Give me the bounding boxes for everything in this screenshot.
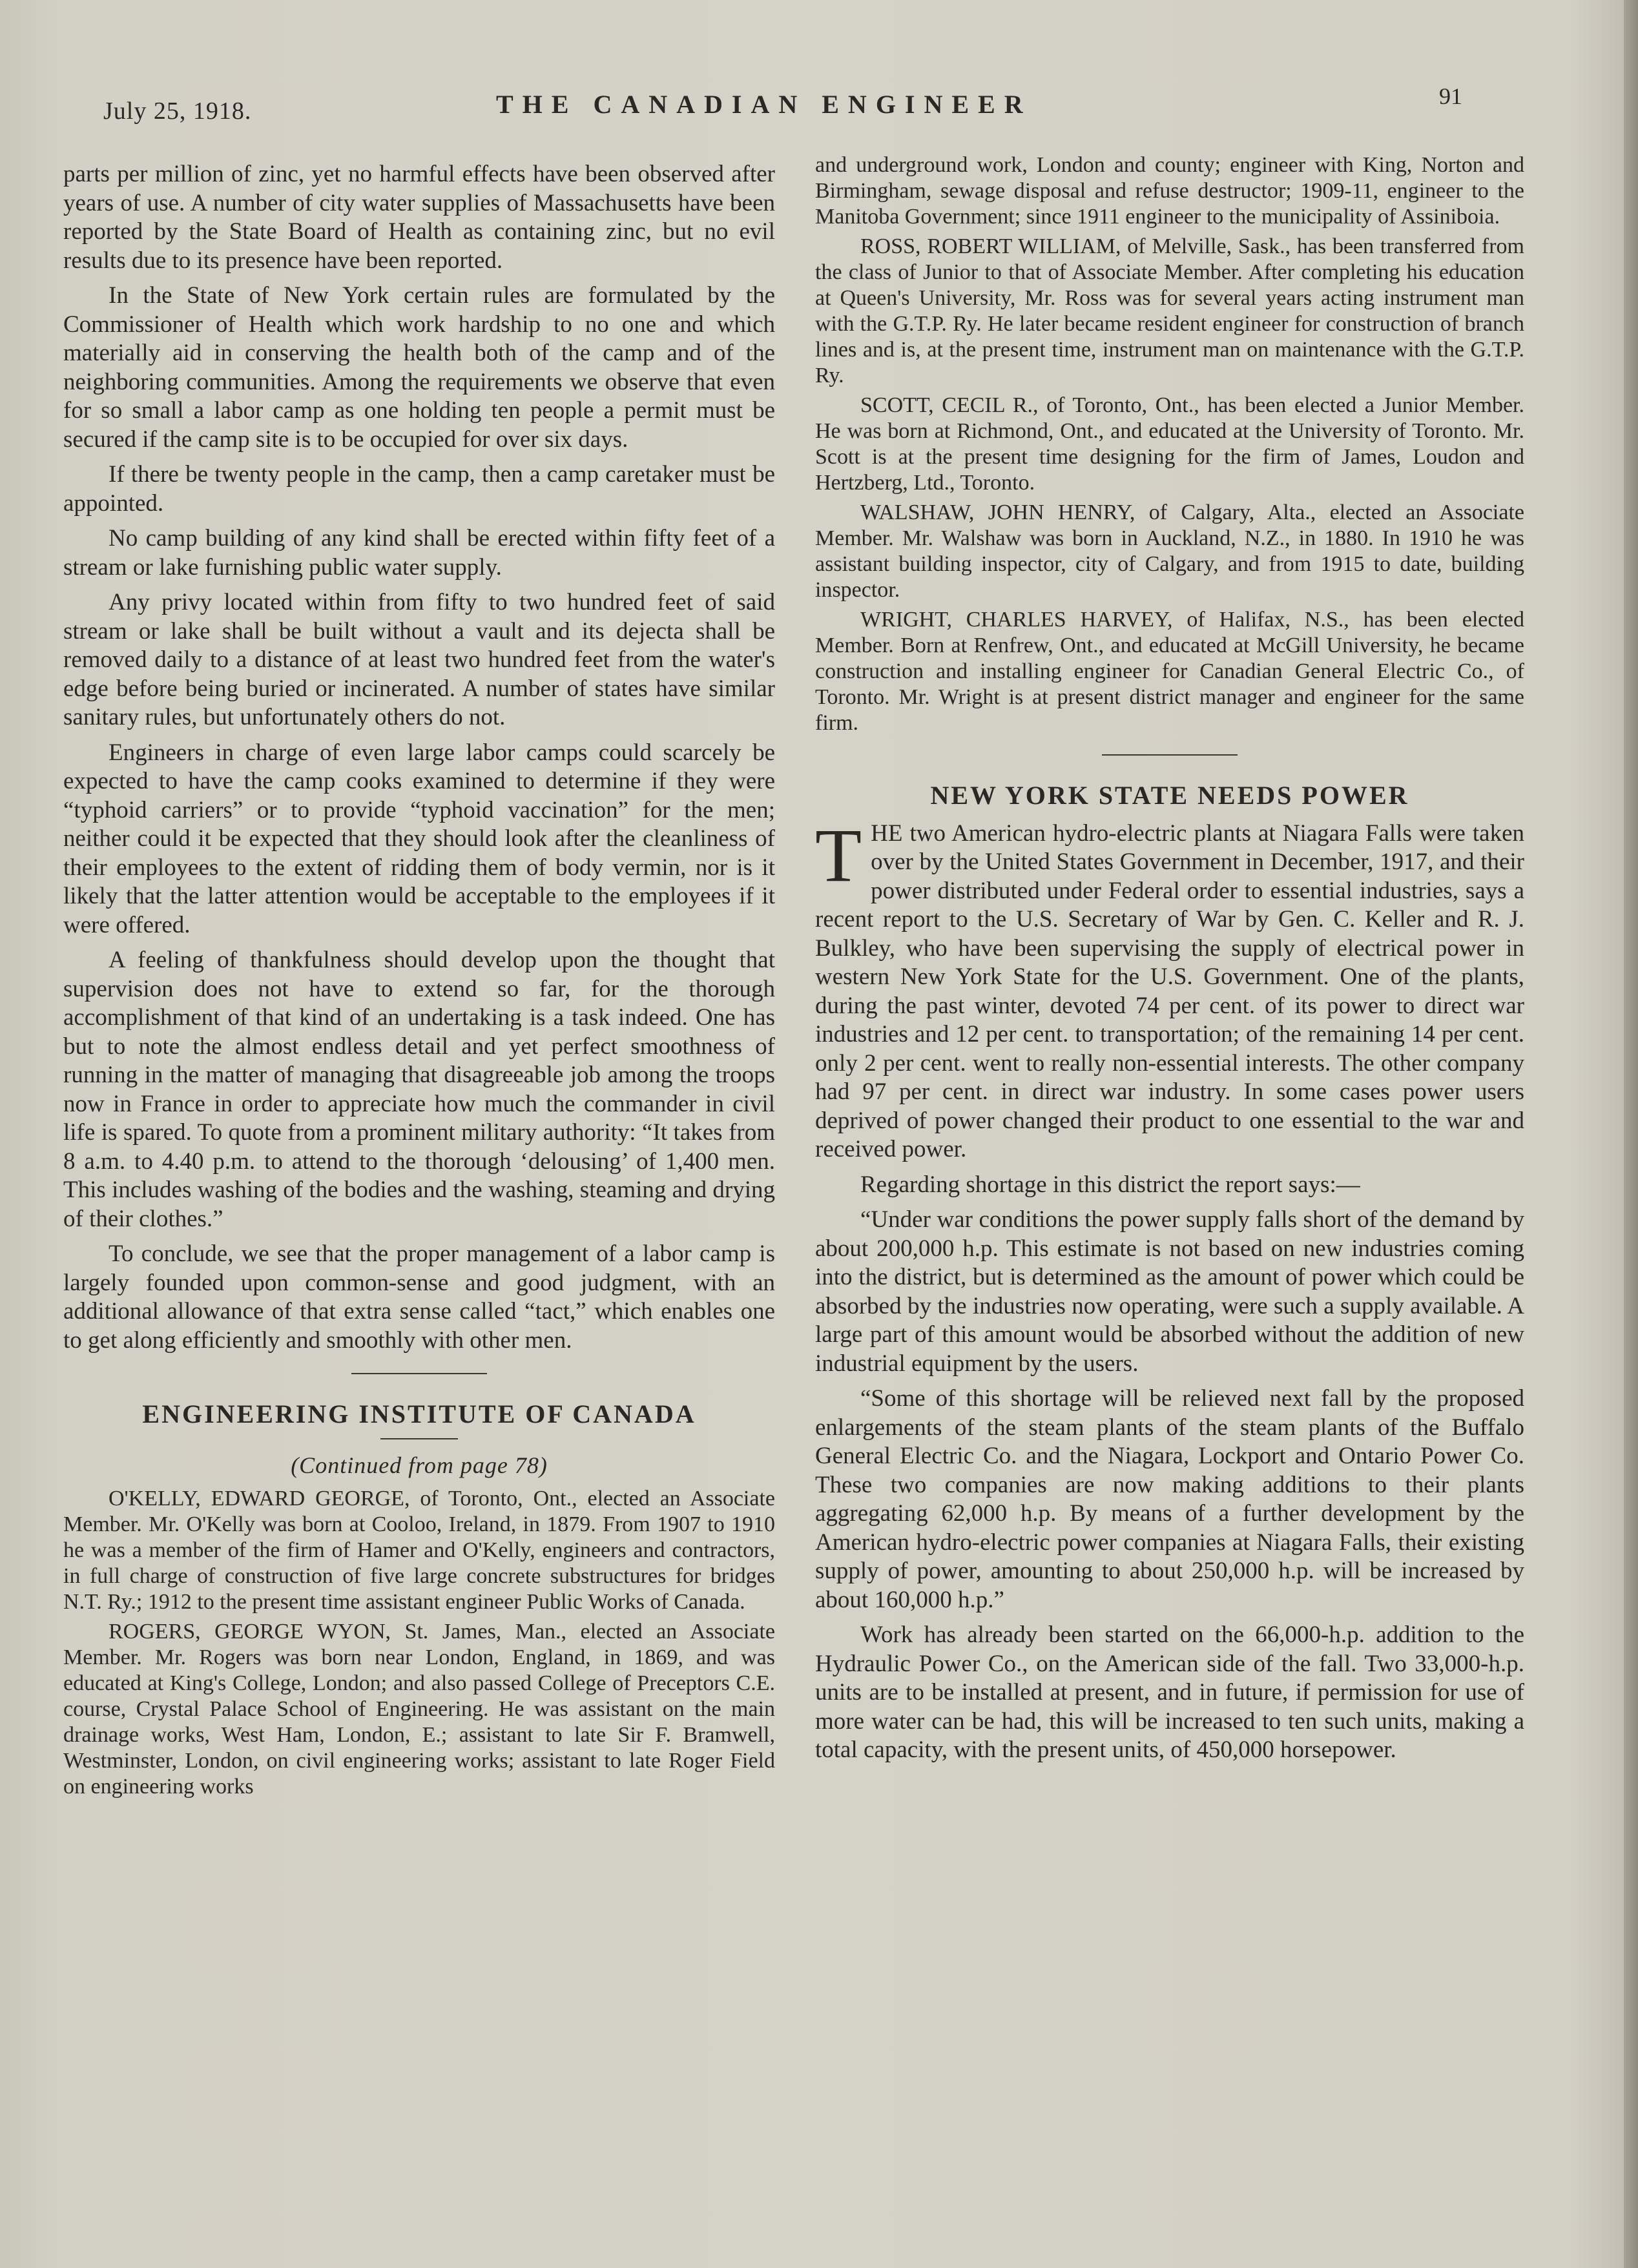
issue-date: July 25, 1918. (103, 98, 252, 125)
paragraph: parts per million of zinc, yet no harmful effects have been observed after years of use. A number of city water supplies of Massachusetts have been reported by the State Board of Health as containing zinc, but no evil results due to its presence have been reported. (63, 161, 775, 274)
page-number: 91 (1439, 83, 1462, 109)
article-lead (815, 812, 1524, 1164)
paragraph: Regarding shortage in this district the report says:— (860, 1171, 1360, 1198)
lead-text: HE two American hydro-electric plants at Niagara Falls were taken over by the United States Government in December, 1917, and their power distributed under Federal order to essential industries, says a recent report to the U.S. Secretary of War by Gen. C. Keller and R. J. Bulkley, who have been supervising the supply of electrical power in western New York State for the U.S. Government. One of the plants, during the past winter, devoted 74 per cent. of its power to direct war industries and 12 per cent. to transportation; of the remaining 14 per cent. only 2 per cent. went to really non-essential interests. The other company had 97 per cent. in direct war industry. In some cases power users deprived of power changed their product to one essential to the war and received power. (815, 820, 1524, 1162)
paragraph: Work has already been started on the 66,000-h.p. addition to the Hydraulic Power Co., on the American side of the fall. Two 33,000-h.p. units are to be installed at present, and in future, if permission for use of more water can be had, this will be increased to ten such units, making a total capacity, with the present units, of 450,000 horsepower. (815, 1622, 1524, 1763)
drop-cap: T (815, 812, 862, 898)
section-heading-institute: ENGINEERING INSTITUTE OF CANADA (142, 1399, 696, 1428)
paragraph: To conclude, we see that the proper management of a labor camp is largely founded upon common-sense and good judgment, with an additional allowance of that extra sense called “tact,” which enables one to get along efficiently and smoothly with other men. (63, 1241, 775, 1354)
paragraph: If there be twenty people in the camp, then a camp caretaker must be appointed. (63, 461, 775, 517)
right-column (815, 152, 1524, 1771)
member-entry: ROGERS, GEORGE WYON, St. James, Man., elected an Associate Member. Mr. Rogers was born near London, England, in 1869, and was educated at King's College, London; and also passed College of Preceptors C.E. course, Crystal Palace School of Engineering. He was assistant on the main drainage works, West Ham, London, E.; assistant to late Sir F. Bramwell, Westminster, London, on civil engineering works; assistant to late Roger Field on engineering works (63, 1620, 775, 1799)
article-heading: NEW YORK STATE NEEDS POWER (930, 781, 1409, 810)
masthead: THE CANADIAN ENGINEER (496, 90, 1032, 119)
section-divider (351, 1373, 487, 1374)
paragraph: Any privy located within from fifty to two hundred feet of said stream or lake shall be built without a vault and its dejecta shall be removed daily to a distance of at least two hundred feet from the water's edge before being buried or incinerated. A number of states have similar sanitary rules, but unfortunately others do not. (63, 589, 775, 730)
paragraph: In the State of New York certain rules are formulated by the Commissioner of Health which work hardship to no one and which materially aid in conserving the health both of the camp and of the neighboring communities. Among the requirements we observe that even for so small a labor camp as one holding ten people a permit must be secured if the camp site is to be occupied for over six days. (63, 282, 775, 453)
member-entry: WALSHAW, JOHN HENRY, of Calgary, Alta., elected an Associate Member. Mr. Walshaw was born in Auckland, N.Z., in 1880. In 1910 he was assistant building inspector, city of Calgary, and from 1915 to date, building inspector. (815, 500, 1524, 602)
page-header (0, 83, 1638, 134)
institute-entries-continued (815, 152, 1524, 736)
paragraph: “Under war conditions the power supply falls short of the demand by about 200,000 h.p. This estimate is not based on new industries coming into the district, but is determined as the amount of power which could be absorbed by the industries now operating, were such a supply available. A large part of this amount would be absorbed without the addition of new industrial equipment by the users. (815, 1206, 1524, 1377)
section-divider (1102, 754, 1238, 756)
continued-note: (Continued from page 78) (291, 1452, 548, 1478)
paragraph: “Some of this shortage will be relieved next fall by the proposed enlargements of the steam plants of the steam plants of the Buffalo General Electric Co. and the Niagara, Lockport and Ontario Power Co. These two companies are now making additions to their plants aggregating 62,000 h.p. By means of a further development by the American hydro-electric power companies at Niagara Falls, their existing supply of power, amounting to about 250,000 h.p. will be increased by about 160,000 h.p.” (815, 1385, 1524, 1613)
heading-underline (380, 1438, 458, 1439)
member-entry: SCOTT, CECIL R., of Toronto, Ont., has been elected a Junior Member. He was born at Richmond, Ont., and educated at the University of Toronto. Mr. Scott is at the present time designing for the firm of James, Loudon and Hertzberg, Ltd., Toronto. (815, 393, 1524, 495)
left-column (63, 160, 775, 1804)
paragraph: A feeling of thankfulness should develop upon the thought that supervision does not have to extend so far, for the thorough accomplishment of that kind of an undertaking is a task indeed. One has but to note the almost endless detail and yet perfect smoothness of running in the matter of managing that disagreeable job among the troops now in France in order to appreciate how much the commander in civil life is spared. To quote from a prominent military authority: “It takes from 8 a.m. to 4.40 p.m. to attend to the thorough ‘delousing’ of 1,400 men. This includes washing of the bodies and the washing, steaming and drying of their clothes.” (63, 947, 775, 1232)
paragraph: Engineers in charge of even large labor camps could scarcely be expected to have the camp cooks examined to determine if they were “typhoid carriers” or to provide “typhoid vaccination” for the men; neither could it be expected that they should look after the cleanliness of their employees to the extent of ridding them of body vermin, nor is it likely that the latter attention would be acceptable to the employees if it were offered. (63, 739, 775, 938)
member-entry: ROSS, ROBERT WILLIAM, of Melville, Sask., has been transferred from the class of Junior to that of Associate Member. After completing his education at Queen's University, Mr. Ross was for several years acting instrument man with the G.T.P. Ry. He later became resident engineer for construction of branch lines and is, at the present time, instrument man on maintenance with the G.T.P. Ry. (815, 234, 1524, 387)
institute-entries (63, 1486, 775, 1800)
member-entry: O'KELLY, EDWARD GEORGE, of Toronto, Ont., elected an Associate Member. Mr. O'Kelly was born at Cooloo, Ireland, in 1879. From 1907 to 1910 he was a member of the firm of Hamer and O'Kelly, engineers and contractors, in full charge of construction of five large concrete substructures for bridges N.T. Ry.; 1912 to the present time assistant engineer Public Works of Canada. (63, 1487, 775, 1614)
member-entry: and underground work, London and county; engineer with King, Norton and Birmingham, sewage disposal and refuse destructor; 1909-11, engineer to the Manitoba Government; since 1911 engineer to the municipality of Assiniboia. (815, 153, 1524, 229)
member-entry: WRIGHT, CHARLES HARVEY, of Halifax, N.S., has been elected Member. Born at Renfrew, Ont., and educated at McGill University, he became construction and installing engineer for Canadian General Electric Co., of Toronto. Mr. Wright is at present district manager and engineer for the same firm. (815, 608, 1524, 735)
page-edge (1624, 0, 1638, 2268)
paragraph: No camp building of any kind shall be erected within fifty feet of a stream or lake furnishing public water supply. (63, 525, 775, 581)
